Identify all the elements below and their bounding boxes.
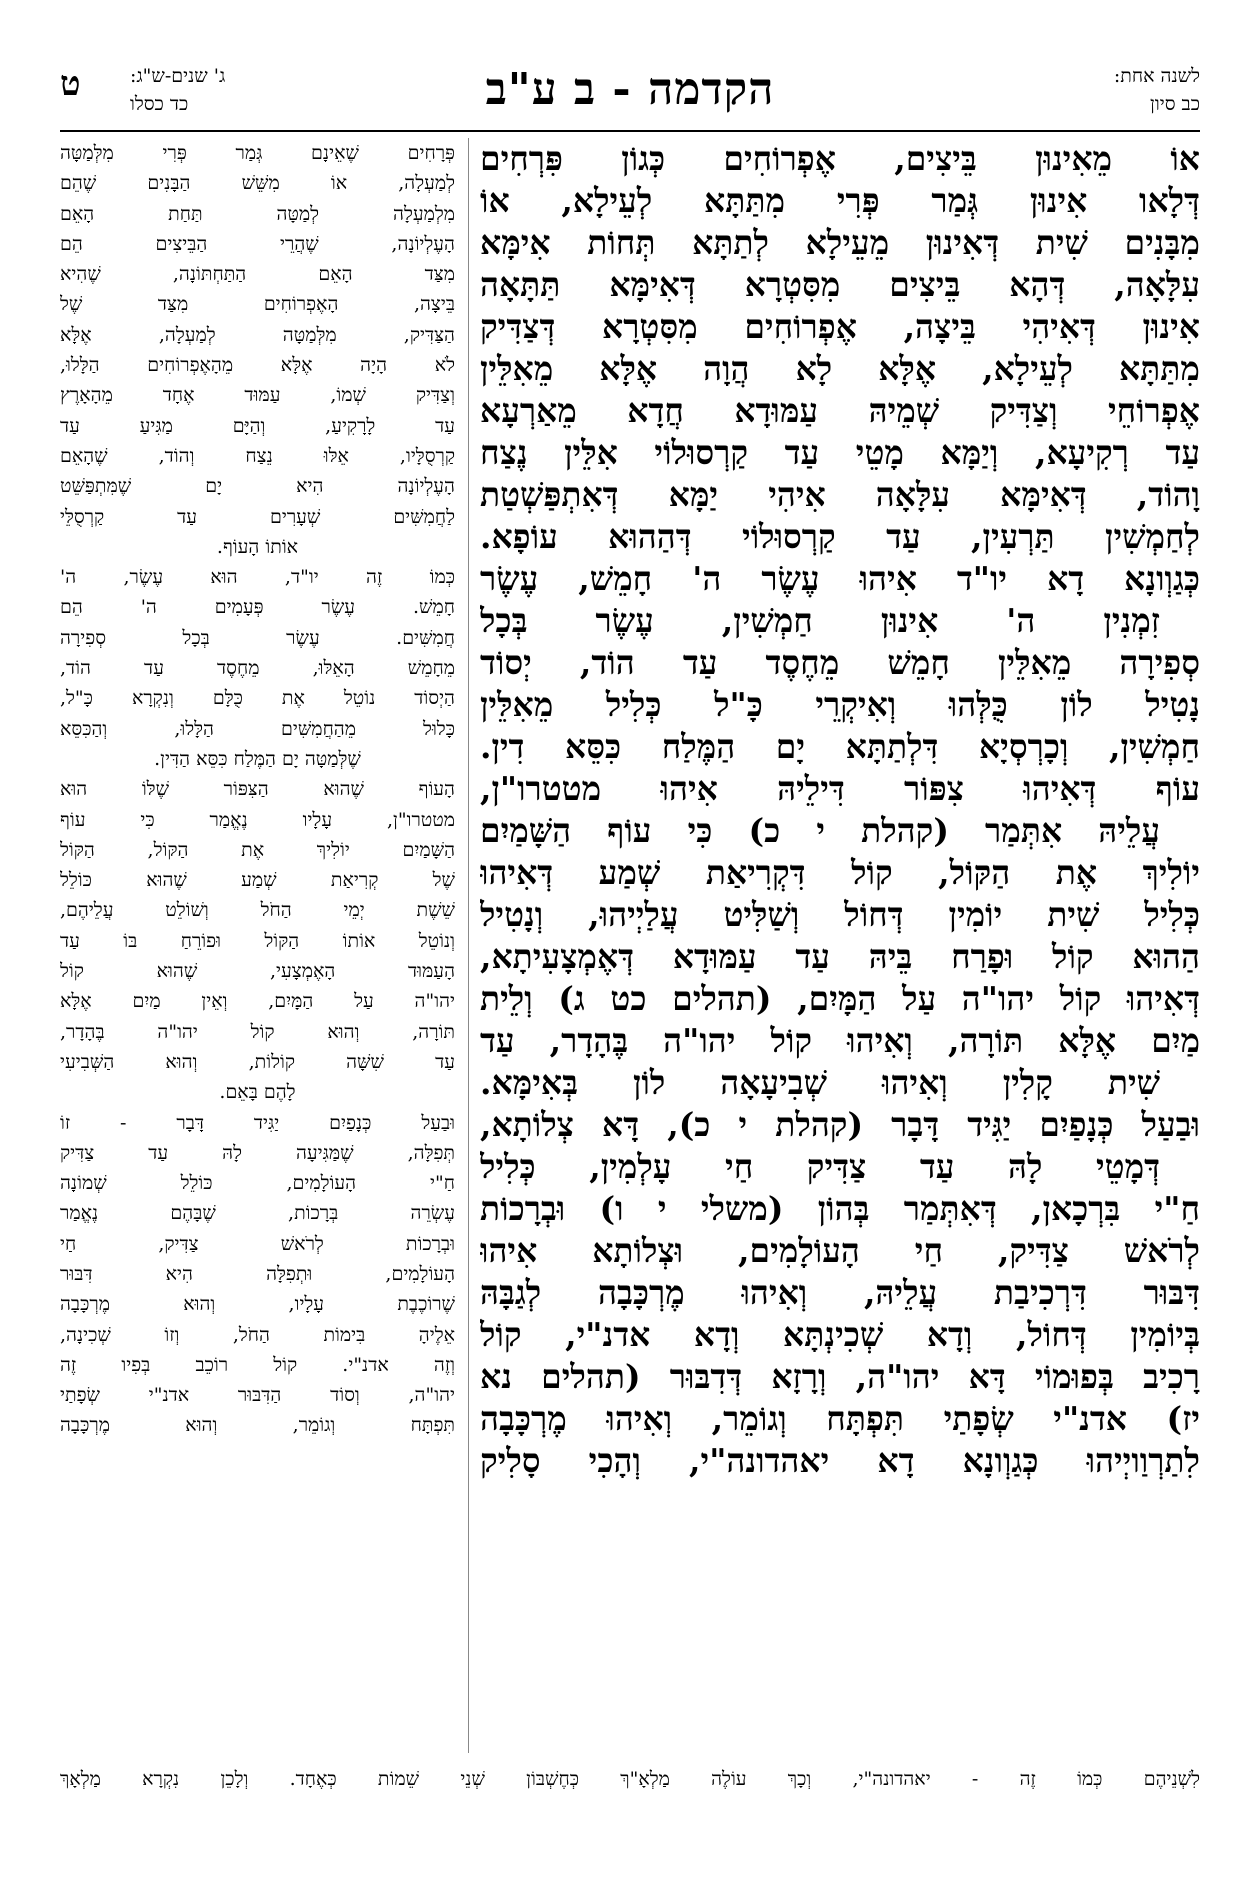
main-text-line: וָהוֹד, דְּאִימָּא עִלָּאָה אִיהִי יַמָּא דְּאִתְפַּשְׁטַת [480,475,1200,514]
main-text-line: רָכִיב בְּפוּמוֹי דָּא יהו"ה, וְרָזָא דְּדִבּוּר (תהלים נא [480,1357,1200,1396]
commentary-line: לֹא הָיָה אֶלָּא מֵהָאֶפְרוֹחִים הַלָּלוּ, [60,354,455,377]
commentary-line: הָעַמּוּד הָאֶמְצָעִי, שֶׁהוּא קוֹל [60,960,455,983]
main-text-line: דְּמָטֵי לָהּ עַד צַדִּיק חַי עָלְמִין, כְּלִיל [480,1147,1160,1186]
commentary-line: קַרְסֻלָּיו, אֵלּוּ נֵצַח וְהוֹד, שֶׁהָאֵם [60,444,455,467]
commentary-line: הָעֶלְיוֹנָה, שֶׁהֲרֵי הַבֵּיצִים הֵם [60,232,455,255]
main-text-line: כְּלִיל שִׁית יוֹמִין דְּחוֹל וְשַׁלִּיט עֲלַיְיהוּ, וְנָטִיל [480,895,1200,934]
commentary-line: הָעֶלְיוֹנָה הִיא יָם שֶׁמִּתְפַּשֵּׁט [60,475,455,498]
main-text-line: מַיִם אֶלָּא תּוֹרָה, וְאִיהוּ קוֹל יהו"ה בֶּהָדָר, עַד [480,1021,1200,1060]
main-text-line: דְּלָאו אִינוּן גְּמַר פְּרִי מִתַּתָּא לְעֵילָא, אוֹ [480,181,1200,220]
commentary-line: הָעוֹף שֶׁהוּא הַצִּפּוֹר שֶׁלּוֹ הוּא [60,778,455,801]
commentary-line: לְמַעְלָה, אוֹ מִשֵּׁשׁ הַבָּנִים שֶׁהֵם [60,172,455,195]
main-text-line: חַמְשִׁין, וְכָרְסְיָא דִּלְתַתָּא יָם הַמֶּלַח כִּסֵּא דִין. [480,727,1200,766]
main-text-line: עֲלֵיהּ אִתְּמַר (קהלת י כ) כִּי עוֹף הַשָּׁמַיִם [480,811,1160,850]
main-text-line: יוֹלִיךְ אֶת הַקּוֹל, קוֹל דִּקְרִיאַת שְׁמַע דְּאִיהוּ [480,853,1200,892]
main-text-line: שִׁית קָלִין וְאִיהוּ שְׁבִיעָאָה לוֹן בְּאִימָּא. [480,1063,1160,1102]
commentary-line: שֵׁשֶׁת יְמֵי הַחֹל וְשׁוֹלֵט עֲלֵיהֶם, [60,899,455,922]
commentary-line: תּוֹרָה, וְהוּא קוֹל יהו"ה בֶּהָדָר, [60,1020,455,1043]
main-text-line: דְּאִיהוּ קוֹל יהו"ה עַל הַמָּיִם, (תהלים כט ג) וְלֵית [480,979,1200,1018]
main-text-line: אִינוּן דְּאִיהִי בֵּיצָה, אֶפְרוֹחִים מִסִּטְרָא דְּצַדִּיק [480,307,1200,346]
commentary-line: אֵלֶיהָ בִּימוֹת הַחֹל, וְזוֹ שְׁכִינָה, [60,1323,455,1346]
commentary-line: הַצַּדִּיק, מִלְּמַטָּה לְמַעְלָה, אֶלָּא [60,323,455,346]
commentary-line: בֵּיצָה, הָאֶפְרוֹחִים מִצַּד שֶׁל [60,293,455,316]
page-header [60,62,1200,132]
commentary-line: שֶׁלְּמַטָּה יָם הַמֶּלַח כִּסֵּא הַדִּין. [154,747,361,770]
commentary-line: כְּמוֹ זֶה יו"ד, הוּא עֶשֶׂר, ה' [60,566,455,589]
main-text-line: עוֹף דְּאִיהוּ צִפּוֹר דִּילֵיהּ אִיהוּ מטטרו"ן, [480,769,1200,808]
commentary-line: יהו"ה, וְסוֹד הַדִּבּוּר אדנ"י שְׂפָתַי [60,1384,455,1407]
commentary-line: לָהֶם בָּאֵם. [219,1081,296,1104]
header-study-schedule-three-years [130,62,225,118]
main-text-line: נָטִיל לוֹן כֻּלְּהוּ וְאִיקְרֵי כָּ"ל כְּלִיל מֵאִלֵּין [480,685,1200,724]
main-text-line: וּבַעַל כְּנָפַיִם יַגִּיד דָּבָר (קהלת י כ), דָּא צְלוֹתָא, [480,1105,1200,1144]
main-text-line: זִמְנִין ה' אִינוּן חַמְשִׁין, עֶשֶׂר בְּכָל [480,601,1160,640]
commentary-line: מֵחָמֵשׁ הָאֵלּוּ, מֵחֶסֶד עַד הוֹד, [60,657,455,680]
main-text-line: בְּיוֹמִין דְּחוֹל, וְדָא שְׁכִינְתָּא וְדָא אדנ"י, קוֹל [480,1315,1200,1354]
commentary-line: וְזֶה אדנ"י. קוֹל רוֹכֵב בְּפִיו זֶה [60,1353,455,1376]
page-number: ט [60,64,81,104]
main-text-line: אֶפְרוֹחֵי וְצַדִּיק שְׁמֵיהּ עַמּוּדָא חֲדָא מֵאַרְעָא [480,391,1200,430]
page-title: הקדמה - ב ע"ב [485,64,775,115]
commentary-line: מִצַּד הָאֵם הַתַּחְתּוֹנָה, שֶׁהִיא [60,263,455,286]
commentary-line: עֶשְׂרֵה בְּרָכוֹת, שֶׁבָּהֶם נֶאֱמַר [60,1202,455,1225]
main-text-line: לִתַרְוַויְיהוּ כְּגַוְונָא דָא יאהדונה"י, וְהָכִי סָלִיק [480,1441,1200,1480]
main-text-column [480,138,1200,1763]
commentary-line: תִּפְתָּח וְגוֹמֵר, וְהוּא מֶרְכָּבָה [60,1414,455,1437]
commentary-line: חַ"י הָעוֹלָמִים, כּוֹלֵל שְׁמוֹנָה [60,1172,455,1195]
main-text-line: לְחַמְשִׁין תַּרְעִין, עַד קַרְסוּלוֹי דְּהַהוּא עוֹפָא. [480,517,1200,556]
main-text-line: יז) אדנ"י שְׂפָתַי תִּפְתָּח וְגוֹמֵר, וְאִיהוּ מֶרְכָּבָה [480,1399,1200,1438]
main-text-line: כְּגַוְונָא דָא יו"ד אִיהוּ עֶשֶׂר ה' חָמֵשׁ, עֶשֶׂר [480,559,1200,598]
main-text-line: הַהוּא קוֹל וּפָרַח בֵּיהּ עַד עַמּוּדָא דְּאֶמְצָעִיתָא, [480,937,1200,976]
commentary-line: לַחֲמִשִּׁים שְׁעָרִים עַד קַרְסֻלֵּי [60,505,455,528]
header-three-years-date: כד כסלו [130,93,189,115]
commentary-line: שֶׁל קְרִיאַת שְׁמַע שֶׁהוּא כּוֹלֵל [60,869,455,892]
footer-continuation-line: לִשְׁנֵיהֶם כְּמוֹ זֶה - יאהדונה"י, וְכָךְ עוֹלֶה מַלְאָ"ךְ כְּחֶשְׁבּוֹן שְׁנֵי שֵׁמוֹת כְּאֶחָד. וְלָכֵן נִקְרָא מַלְאָךְ [60,1768,1200,1790]
commentary-line: הַיְסוֹד נוֹטֵל אֶת כֻּלָּם וְנִקְרָא כָּ"ל, [60,687,455,710]
commentary-line: הַשָּׁמַיִם יוֹלִיךְ אֶת הַקּוֹל, הַקּוֹל [60,838,455,861]
main-text-line: עִלָּאָה, דְּהָא בֵּיצִים מִסִּטְרָא דְּאִימָּא תַּתָּאָה [480,265,1200,304]
main-text-line: אוֹ מֵאִינוּן בֵּיצִים, אֶפְרוֹחִים כְּגוֹן פִּרְחִים [480,139,1200,178]
commentary-line: שֶׁרוֹכֶבֶת עָלָיו, וְהוּא מֶרְכָּבָה [60,1293,455,1316]
main-text-line: דִּבּוּר דִּרְכִיבַת עֲלֵיהּ, וְאִיהוּ מֶרְכָּבָה לְגַבָּהּ [480,1273,1200,1312]
commentary-line: כָּלוּל מֵהַחֲמִשִּׁים הַלָּלוּ, וְהַכִּסֵּא [60,717,455,740]
header-one-year-label: לשנה אחת: [1113,65,1200,87]
main-text-line: חַ"י בִּרְכָאן, דְּאִתְּמַר בְּהוֹן (משלי י ו) וּבְרָכוֹת [480,1189,1200,1228]
commentary-line: תְּפִלָּה, שֶׁמַּגִּיעָה לָהּ עַד צַדִּיק [60,1141,455,1164]
commentary-line: מטטרו"ן, עָלָיו נֶאֱמַר כִּי עוֹף [60,808,455,831]
main-text-line: מִתַּתָּא לְעֵילָא, אֶלָּא לָא הֲוָה אֶלָּא מֵאִלֵּין [480,349,1200,388]
commentary-line: יהו"ה עַל הַמָּיִם, וְאֵין מַיִם אֶלָּא [60,990,455,1013]
commentary-line: עַד שִׁשָּׁה קוֹלוֹת, וְהוּא הַשְּׁבִיעִי [60,1050,455,1073]
commentary-line: מִלְמַעְלָה לְמַטָּה תַּחַת הָאֵם [60,202,455,225]
commentary-line: חָמֵשׁ. עֶשֶׂר פְּעָמִים ה' הֵם [60,596,455,619]
commentary-line: חֲמִשִּׁים. עֶשֶׂר בְּכָל סְפִירָה [60,626,455,649]
commentary-line: פְּרָחִים שֶׁאֵינָם גְּמַר פְּרִי מִלְּמַטָּה [60,142,455,164]
commentary-line: עַד לָרָקִיעַ, וְהַיָּם מַגִּיעַ עַד [60,414,455,437]
commentary-column [60,138,455,1758]
commentary-line: וְצַדִּיק שְׁמוֹ, עַמּוּד אֶחָד מֵהָאָרֶץ [60,384,455,407]
main-text-line: מִבָּנִים שִׁית דְּאִינוּן מֵעֵילָא לְתַתָּא תְּחוֹת אִימָּא [480,223,1200,262]
header-one-year-date: כב סיון [1150,93,1200,115]
commentary-line: הָעוֹלָמִים, וּתְפִלָּה הִיא דִּבּוּר [60,1262,455,1285]
commentary-line: אוֹתוֹ הָעוֹף. [216,535,299,558]
main-text-line: לְרֹאשׁ צַדִּיק, חַי הָעוֹלָמִים, וּצְלוֹתָא אִיהוּ [480,1231,1200,1270]
commentary-line: וְנוֹטֵל אוֹתוֹ הַקּוֹל וּפוֹרֵחַ בּוֹ עַד [60,929,455,952]
header-three-years-label: ג' שנים-ש"ג: [130,65,226,87]
commentary-line: וּבַעַל כְּנָפַיִם יַגִּיד דָּבָר - זוֹ [60,1111,455,1134]
commentary-line: וּבְרָכוֹת לְרֹאשׁ צַדִּיק, חַי [60,1232,455,1255]
main-text-line: סְפִירָה מֵאִלֵּין חָמֵשׁ מֵחֶסֶד עַד הוֹד, יְסוֹד [480,643,1200,682]
main-text-line: עַד רְקִיעָא, וְיַמָּא מָטֵי עַד קַרְסוּלוֹי אִלֵּין נֶצַח [480,433,1200,472]
header-rule [60,130,1200,132]
column-divider [468,138,469,1753]
